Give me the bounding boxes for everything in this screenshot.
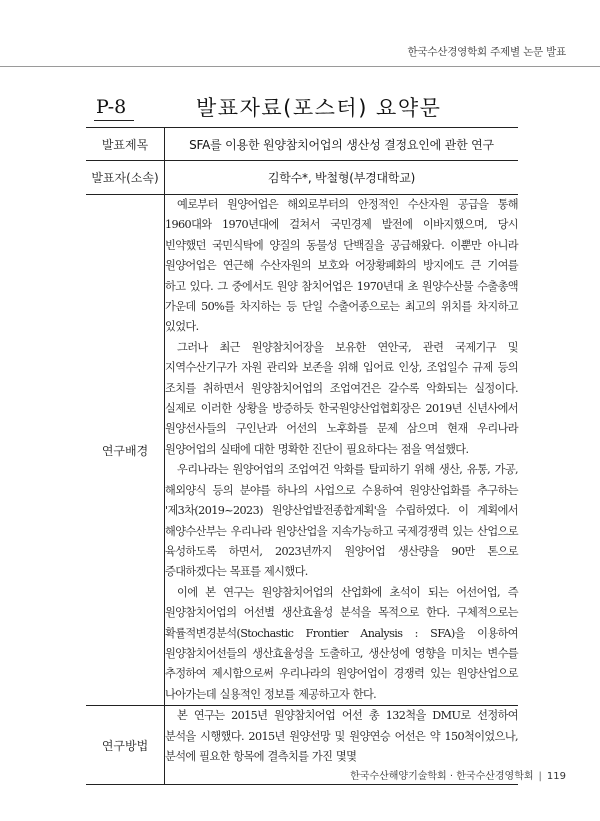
table-row-background	[86, 195, 518, 706]
method-paragraph: 본 연구는 2015년 원양참치어업 어선 총 132척을 DMU로 선정하여 분석을 시행했다. 2015년 원양선망 및 원양연승 어선은 약 150척이었으나, 분석에 필요한 항목에 결측치를 가진 몇몇	[165, 709, 518, 763]
background-paragraph: 우리나라는 원양어업의 조업여건 악화를 탈피하기 위해 생산, 유통, 가공, 해외양식 등의 분야를 하나의 사업으로 수용하여 원양산업화를 추구하는 '제3차(2019~2023) 원양산업발전종합계획'을 수립하였다. 이 계획에서 해양수산부는 우리나라 원양산업을 지속가능하고 국제경쟁력 있는 산업으로 육성하도록 하면서, 2023년까지 원양어업 생산량을 90만 톤으로 증대하겠다는 목표를 제시했다.	[165, 463, 518, 579]
table-row-title	[86, 128, 518, 161]
background-label: 연구배경	[86, 195, 165, 706]
summary-table	[86, 127, 518, 785]
header-divider	[0, 66, 600, 67]
page-title: 발표자료(포스터) 요약문	[196, 96, 442, 120]
page-number: 119	[546, 771, 566, 782]
title-value: SFA를 이용한 원양참치어업의 생산성 결정요인에 관한 연구	[165, 128, 519, 161]
background-paragraph: 그러나 최근 원양참치어장을 보유한 연안국, 관련 국제기구 및 지역수산기구가 자원 관리와 보존을 위해 입어료 인상, 조업일수 규제 등의 조치를 취하면서 원양참치어업의 조업여건은 갈수록 악화되는 실정이다. 실제로 이러한 상황을 방증하듯 한국원양산업협회장은 2019년 신년사에서 원양선사들의 구인난과 어선의 노후화를 문제 삼으며 현재 우리나라 원양어업의 실태에 대한 명확한 진단이 필요하다는 점을 역설했다.	[165, 340, 518, 456]
background-content	[165, 195, 519, 706]
method-label: 연구방법	[86, 706, 165, 785]
footer-societies: 한국수산해양기술학회 · 한국수산경영학회	[350, 771, 534, 782]
title-label: 발표제목	[86, 128, 165, 161]
poster-code-underline	[94, 120, 134, 121]
poster-code: P-8	[96, 96, 127, 118]
author-label: 발표자(소속)	[86, 161, 165, 195]
footer-separator: |	[538, 771, 542, 782]
running-head: 한국수산경영학회 주제별 논문 발표	[407, 46, 566, 58]
background-paragraph: 이에 본 연구는 원양참치어업의 산업화에 초석이 되는 어선어업, 즉 원양참치어업의 어선별 생산효율성 분석을 목적으로 한다. 구체적으로는 확률적변경분석(Stochastic Frontier Analysis : SFA)을 이용하여 원양참치어선들의 생산효율성을 도출하고, 생산성에 영향을 미치는 변수를 추정하여 제시함으로써 우리나라의 원양어업이 경쟁력 있는 원양산업으로 나아가는데 실용적인 정보를 제공하고자 한다.	[165, 585, 518, 701]
page-footer	[350, 767, 566, 782]
background-paragraph: 예로부터 원양어업은 해외로부터의 안정적인 수산자원 공급을 통해 1960대와 1970년대에 걸쳐서 국민경제 발전에 이바지했으며, 당시 빈약했던 국민식탁에 양질의 동물성 단백질을 공급해왔다. 이뿐만 아니라 원양어업은 연근해 수산자원의 보호와 어장황폐화의 방지에도 큰 기여를 하고 있다. 그 중에서도 원양 참치어업은 1970년대 초 원양수산물 수출총액 가운데 50%를 차지하는 등 단일 수출어종으로는 최고의 위치를 차지하고 있었다.	[165, 198, 518, 334]
table-row-author	[86, 161, 518, 195]
author-value: 김학수*, 박철형(부경대학교)	[165, 161, 519, 195]
